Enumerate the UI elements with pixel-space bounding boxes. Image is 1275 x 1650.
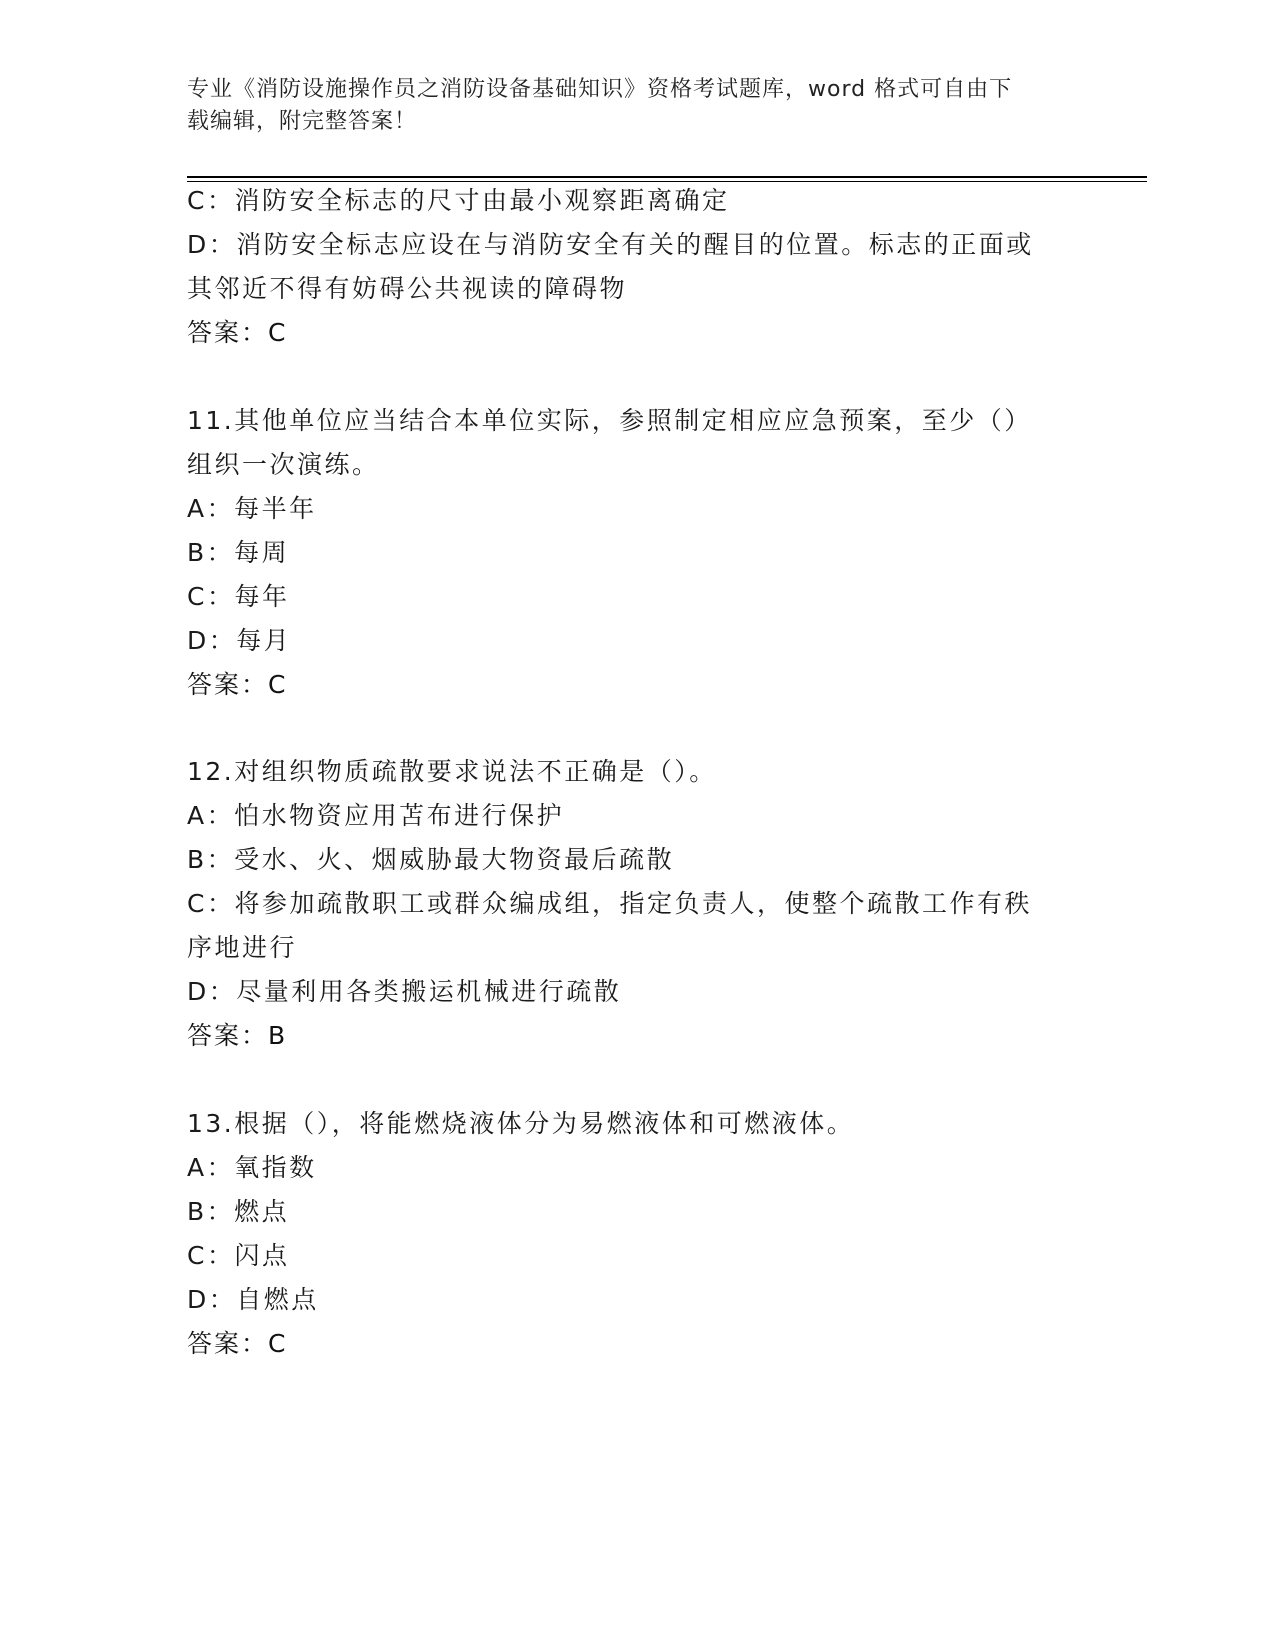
q11-option-a: A：每半年	[187, 494, 317, 523]
q13-option-a: A：氧指数	[187, 1153, 317, 1182]
q13-answer: 答案：C	[187, 1329, 288, 1358]
q13-option-b: B：燃点	[187, 1197, 290, 1226]
q10-answer: 答案：C	[187, 318, 288, 347]
q11-option-d: D：每月	[187, 626, 292, 655]
q11-answer: 答案：C	[187, 670, 288, 699]
header-divider-thick	[187, 176, 1147, 178]
header-divider-thin	[187, 181, 1147, 182]
q10-option-d-line1: D：消防安全标志应设在与消防安全有关的醒目的位置。标志的正面或	[187, 230, 1034, 259]
q12-option-c-line2: 序地进行	[187, 933, 298, 962]
q12-option-b: B：受水、火、烟威胁最大物资最后疏散	[187, 845, 675, 874]
q11-option-c: C：每年	[187, 582, 290, 611]
document-header	[187, 74, 1067, 138]
q12-option-c-line1: C：将参加疏散职工或群众编成组，指定负责人，使整个疏散工作有秩	[187, 889, 1032, 918]
q13-stem: 13.根据（），将能燃烧液体分为易燃液体和可燃液体。	[187, 1109, 855, 1138]
q11-stem-line1: 11.其他单位应当结合本单位实际，参照制定相应应急预案，至少（）	[187, 406, 1032, 435]
q13-option-c: C：闪点	[187, 1241, 290, 1270]
q10-option-c: C：消防安全标志的尺寸由最小观察距离确定	[187, 186, 730, 215]
q11-stem-line2: 组织一次演练。	[187, 450, 380, 479]
header-line-1: 专业《消防设施操作员之消防设备基础知识》资格考试题库，word 格式可自由下	[187, 77, 1013, 102]
q12-answer: 答案：B	[187, 1021, 288, 1050]
header-line-2: 载编辑，附完整答案！	[187, 109, 418, 134]
q12-option-a: A：怕水物资应用苫布进行保护	[187, 801, 565, 830]
q12-option-d: D：尽量利用各类搬运机械进行疏散	[187, 977, 622, 1006]
q13-option-d: D：自燃点	[187, 1285, 319, 1314]
q10-option-d-line2: 其邻近不得有妨碍公共视读的障碍物	[187, 274, 628, 303]
q12-stem: 12.对组织物质疏散要求说法不正确是（）。	[187, 757, 717, 786]
q11-option-b: B：每周	[187, 538, 290, 567]
